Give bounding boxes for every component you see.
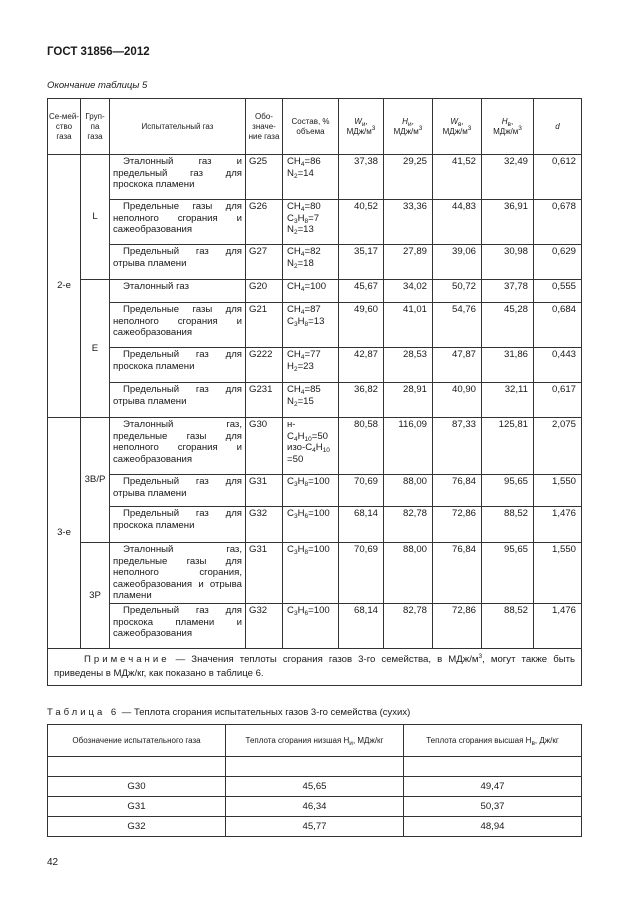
d-value: 2,075 bbox=[534, 418, 582, 475]
wi-value: 42,87 bbox=[339, 348, 384, 383]
table-row bbox=[48, 348, 582, 383]
table-row bbox=[48, 303, 582, 348]
gas-composition: $CH_4=80$ $C_3H_8=7$ $N_2=13$ bbox=[283, 200, 339, 245]
ws-value: 72,86 bbox=[433, 603, 482, 648]
table-row bbox=[48, 383, 582, 418]
gas-name: Эталонный газ bbox=[110, 280, 246, 303]
hs-value: 125,81 bbox=[482, 418, 534, 475]
header-hi: $H_и$, МДж/$м^3$ bbox=[384, 99, 433, 155]
header-d: d bbox=[534, 99, 582, 155]
gas-composition: $C_3H_6=100$ bbox=[283, 603, 339, 648]
gas-composition: $CH_4=100$ bbox=[283, 280, 339, 303]
ws-value: 39,06 bbox=[433, 245, 482, 280]
table-row bbox=[48, 200, 582, 245]
gas-code: G31 bbox=[246, 543, 283, 604]
wi-value: 68,14 bbox=[339, 507, 384, 543]
d-value: 1,476 bbox=[534, 507, 582, 543]
wi-value: 40,52 bbox=[339, 200, 384, 245]
wi-value: 35,17 bbox=[339, 245, 384, 280]
header-designation: Обо-значе-ние газа bbox=[246, 99, 283, 155]
table5-note-row bbox=[48, 648, 582, 685]
gas-code: G222 bbox=[246, 348, 283, 383]
gas-name: Предельный газ для отрыва пламени bbox=[110, 383, 246, 418]
gas-name: Эталонный газ и предельный газ для проскока пламени bbox=[110, 155, 246, 200]
gas-code: G27 bbox=[246, 245, 283, 280]
hi-value: 33,36 bbox=[384, 200, 433, 245]
hi-value: 88,00 bbox=[384, 475, 433, 507]
table-row bbox=[48, 817, 582, 837]
gas-composition: $CH_4=85$ $N_2=15$ bbox=[283, 383, 339, 418]
d-value: 0,443 bbox=[534, 348, 582, 383]
hs-value: 95,65 bbox=[482, 475, 534, 507]
t6-code: G31 bbox=[48, 797, 226, 817]
gas-code: G30 bbox=[246, 418, 283, 475]
t6-header-low: Теплота сгорания низшая $H_и$, МДж/кг bbox=[226, 725, 404, 757]
header-group: Груп-па газа bbox=[81, 99, 110, 155]
header-gas: Испытательный газ bbox=[110, 99, 246, 155]
hs-value: 88,52 bbox=[482, 603, 534, 648]
wi-value: 70,69 bbox=[339, 543, 384, 604]
note-text: — Значения теплоты сгорания газов 3-го семейства, в МДж/м bbox=[169, 653, 479, 665]
ws-value: 50,72 bbox=[433, 280, 482, 303]
t6-header-gas: Обозначение испытательного газа bbox=[48, 725, 226, 757]
table5-note: Примечание — Значения теплоты сгорания газов 3-го семейства, в МДж/$м^3$, могут также быть приведены в МДж/кг, как показано в таблице 6. bbox=[48, 648, 582, 685]
group-cell: E bbox=[81, 280, 110, 418]
d-value: 0,684 bbox=[534, 303, 582, 348]
table-row bbox=[48, 797, 582, 817]
t6-low: 45,65 bbox=[226, 777, 404, 797]
header-composition: Состав, % объема bbox=[283, 99, 339, 155]
group-cell: 3Р bbox=[81, 543, 110, 649]
gas-name: Предельные газы для неполного сгорания и сажеобразования bbox=[110, 200, 246, 245]
d-value: 0,678 bbox=[534, 200, 582, 245]
d-value: 0,617 bbox=[534, 383, 582, 418]
table5-header-row bbox=[48, 99, 582, 155]
gas-composition: $C_3H_8=100$ bbox=[283, 543, 339, 604]
table-row bbox=[48, 155, 582, 200]
hi-value: 29,25 bbox=[384, 155, 433, 200]
group-cell: 3В/Р bbox=[81, 418, 110, 543]
table-row bbox=[48, 280, 582, 303]
gas-composition: $CH_4=77$ $H_2=23$ bbox=[283, 348, 339, 383]
table-row bbox=[48, 507, 582, 543]
table-row bbox=[48, 418, 582, 475]
d-value: 0,555 bbox=[534, 280, 582, 303]
d-value: 1,550 bbox=[534, 543, 582, 604]
gas-name: Предельный газ для проскока пламени и сажеобразования bbox=[110, 603, 246, 648]
gas-composition: $C_3H_6=100$ bbox=[283, 507, 339, 543]
table6-caption: Таблица 6 — Теплота сгорания испытательных газов 3-го семейства (сухих) bbox=[47, 707, 411, 718]
t6-header-high: Теплота сгорания высшая $H_в$, Дж/кг bbox=[404, 725, 582, 757]
gas-composition: $C_3H_8=100$ bbox=[283, 475, 339, 507]
wi-value: 68,14 bbox=[339, 603, 384, 648]
table-5 bbox=[47, 98, 582, 686]
gas-name: Предельный газ для отрыва пламени bbox=[110, 245, 246, 280]
table-row bbox=[48, 603, 582, 648]
hs-value: 37,78 bbox=[482, 280, 534, 303]
gas-name: Предельный газ для проскока пламени bbox=[110, 507, 246, 543]
hi-value: 82,78 bbox=[384, 507, 433, 543]
gas-composition: н- $C_4H_{10}=50$ изо-$C_4H_{10}$ =50 bbox=[283, 418, 339, 475]
ws-value: 76,84 bbox=[433, 543, 482, 604]
hs-value: 32,49 bbox=[482, 155, 534, 200]
hi-value: 116,09 bbox=[384, 418, 433, 475]
gas-name: Предельные газы для неполного сгорания и сажеобразования bbox=[110, 303, 246, 348]
wi-value: 70,69 bbox=[339, 475, 384, 507]
wi-value: 80,58 bbox=[339, 418, 384, 475]
ws-value: 87,33 bbox=[433, 418, 482, 475]
note-label: Примечание bbox=[84, 653, 170, 665]
table-6 bbox=[47, 724, 582, 837]
hs-value: 36,91 bbox=[482, 200, 534, 245]
gas-composition: $CH_4=87$ $C_3H_8=13$ bbox=[283, 303, 339, 348]
ws-value: 54,76 bbox=[433, 303, 482, 348]
gas-name: Эталонный газ, предельные газы для неполного сгорания и сажеобразования bbox=[110, 418, 246, 475]
hs-value: 30,98 bbox=[482, 245, 534, 280]
ws-value: 76,84 bbox=[433, 475, 482, 507]
table-row bbox=[48, 245, 582, 280]
table-row bbox=[48, 777, 582, 797]
hs-value: 31,86 bbox=[482, 348, 534, 383]
hi-value: 28,91 bbox=[384, 383, 433, 418]
d-value: 0,629 bbox=[534, 245, 582, 280]
t6-high: 48,94 bbox=[404, 817, 582, 837]
gas-code: G25 bbox=[246, 155, 283, 200]
ws-value: 40,90 bbox=[433, 383, 482, 418]
t6-code: G30 bbox=[48, 777, 226, 797]
ws-value: 44,83 bbox=[433, 200, 482, 245]
hs-value: 88,52 bbox=[482, 507, 534, 543]
t6-low: 45,77 bbox=[226, 817, 404, 837]
page-number: 42 bbox=[47, 857, 59, 868]
family-cell: 3-е bbox=[48, 418, 81, 649]
wi-value: 49,60 bbox=[339, 303, 384, 348]
gas-name: Эталонный газ, предельные газы для неполного сгорания, сажеобразования и отрыва пламени bbox=[110, 543, 246, 604]
table-row bbox=[48, 475, 582, 507]
d-value: 1,550 bbox=[534, 475, 582, 507]
hi-value: 28,53 bbox=[384, 348, 433, 383]
table6-header-row bbox=[48, 725, 582, 757]
gas-code: G31 bbox=[246, 475, 283, 507]
hi-value: 27,89 bbox=[384, 245, 433, 280]
d-value: 0,612 bbox=[534, 155, 582, 200]
wi-value: 37,38 bbox=[339, 155, 384, 200]
wi-value: 36,82 bbox=[339, 383, 384, 418]
table5-caption: Окончание таблицы 5 bbox=[47, 80, 148, 91]
t6-code: G32 bbox=[48, 817, 226, 837]
ws-value: 72,86 bbox=[433, 507, 482, 543]
header-family: Се-мей-ство газа bbox=[48, 99, 81, 155]
family-cell: 2-е bbox=[48, 155, 81, 418]
ws-value: 47,87 bbox=[433, 348, 482, 383]
hs-value: 32,11 bbox=[482, 383, 534, 418]
t6-high: 50,37 bbox=[404, 797, 582, 817]
gas-code: G21 bbox=[246, 303, 283, 348]
gas-code: G32 bbox=[246, 507, 283, 543]
ws-value: 41,52 bbox=[433, 155, 482, 200]
hi-value: 82,78 bbox=[384, 603, 433, 648]
hs-value: 45,28 bbox=[482, 303, 534, 348]
gas-code: G26 bbox=[246, 200, 283, 245]
gas-composition: $CH_4=86$ $N_2=14$ bbox=[283, 155, 339, 200]
header-hs: $H_в$, МДж/$м^3$ bbox=[482, 99, 534, 155]
hs-value: 95,65 bbox=[482, 543, 534, 604]
gas-name: Предельный газ для проскока пламени bbox=[110, 348, 246, 383]
hi-value: 34,02 bbox=[384, 280, 433, 303]
gas-code: G20 bbox=[246, 280, 283, 303]
t6-low: 46,34 bbox=[226, 797, 404, 817]
document-header: ГОСТ 31856—2012 bbox=[47, 46, 150, 58]
header-ws: $W_в$, МДж/$м^3$ bbox=[433, 99, 482, 155]
note-text-2: , могут также быть приведены в МДж/кг, как показано в таблице 6. bbox=[54, 653, 575, 679]
hi-value: 88,00 bbox=[384, 543, 433, 604]
group-cell: L bbox=[81, 155, 110, 280]
table-row bbox=[48, 543, 582, 604]
gas-code: G231 bbox=[246, 383, 283, 418]
hi-value: 41,01 bbox=[384, 303, 433, 348]
header-wi: $W_и$, МДж/$м^3$ bbox=[339, 99, 384, 155]
wi-value: 45,67 bbox=[339, 280, 384, 303]
gas-name: Предельный газ для отрыва пламени bbox=[110, 475, 246, 507]
gas-composition: $CH_4=82$ $N_2=18$ bbox=[283, 245, 339, 280]
gas-code: G32 bbox=[246, 603, 283, 648]
d-value: 1,476 bbox=[534, 603, 582, 648]
t6-high: 49,47 bbox=[404, 777, 582, 797]
